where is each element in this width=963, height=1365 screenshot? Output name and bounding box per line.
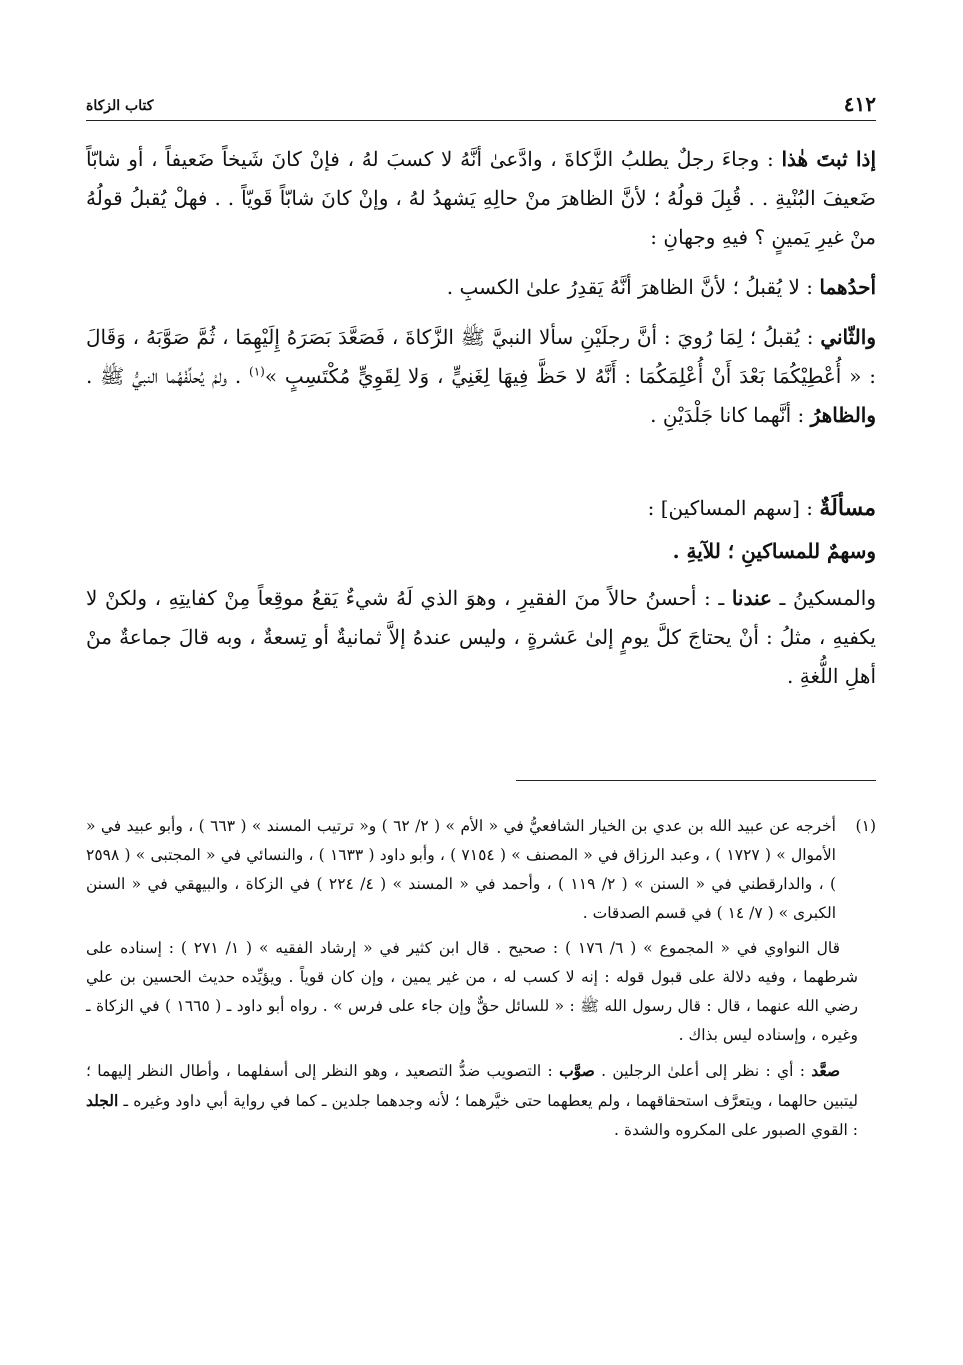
paragraph-5 [86,579,876,696]
paragraph-text: والمسكينُ ـ [771,586,876,610]
page-number: ٤١٢ [843,92,876,116]
running-title: كتاب الزكاة [86,98,154,114]
masala-heading [86,489,876,528]
lead-phrase: إذا ثبتَ هٰذا [781,147,876,171]
paragraph-1 [86,140,876,257]
lead-phrase: أحدُهما [819,275,876,299]
paragraph-text: : أنَّهما كانا جَلْدَيْنِ . [650,403,811,427]
footnote-text: أخرجه عن عبيد الله بن عدي بن الخيار الشافعيُّ في « الأم » ( ٢/ ٦٢ ) و« ترتيب المسند » ( ٦٦٣ ) ، وأبو عبيد في « الأموال » ( ١٧٢٧ ) ، وعبد الرزاق في « المصنف » ( ٧١٥٤ ) ، وأبو داود ( ١٦٣٣ ) ، والنسائي في « المجتبى » ( ٢٥٩٨ ) ، والدارقطني في « السنن » ( ٢/ ١١٩ ) ، وأحمد في « المسند » ( ٤/ ٢٢٤ ) في الزكاة ، والبيهقي في « السنن الكبرى » ( ٧/ ١٤ ) في قسم الصدقات . [86,817,836,922]
paragraph-text: ـ : أحسنُ حالاً منَ الفقيرِ ، وهوَ الذي لَهُ شيءٌ يَقعُ موقِعاً مِنْ كفايتِهِ ، ولكنْ لا يكفيهِ ، مثلُ : أنْ يحتاجَ كلَّ يومٍ إلىٰ عَشرةٍ ، وليس عندهُ إلاَّ ثمانيةٌ أو تِسعةٌ ، وبه قالَ جماعةٌ منْ أهلِ اللُّغةِ . [86,586,876,688]
footnote-1 [86,812,876,928]
book-page [86,0,876,1365]
paragraph-text: : وجاءَ رجلٌ يطلبُ الزَّكاةَ ، وادَّعىٰ أنَّهُ لا كسبَ لهُ ، فإنْ كانَ شَيخاً ضَعيفاً ، أو شابّاً ضَعيفَ البُنْيةِ . . قُبِلَ قولُهُ ؛ لأنَّ الظاهرَ منْ حالِهِ يَشهدُ لهُ ، وإنْ كانَ شابّاً قَويّاً . . فهلْ يُقبلُ قولُهُ منْ غيرِ يَمينٍ ؟ فيهِ وجهانِ : [86,147,876,249]
paragraph-3 [86,318,876,435]
lead-phrase: والظاهرُ [810,403,876,427]
masala-title: : [سهم المساكين] : [647,496,820,520]
footnote-separator [516,780,876,781]
lead-phrase: والثّاني [820,325,876,349]
footnotes [86,812,876,1145]
masala-key: مسألَةٌ [819,495,876,521]
footnote-ref: (١) [249,364,265,379]
main-text [86,140,876,696]
gloss-text: : القوي الصبور على المكروه والشدة . [614,1121,858,1139]
gloss-term: صوَّب [559,1061,595,1080]
gloss-text: : أي : نظر إلى أعلىٰ الرجلين . [594,1062,812,1080]
running-header [86,86,876,121]
footnote-paragraph-3 [86,1056,876,1145]
paragraph-text: : يُقبلُ ؛ لِمَا رُويَ : أنَّ رجلَيْنِ سألا النبيَّ ﷺ الزَّكاةَ ، فَصَعَّدَ بَصَرَهُ إِلَيْهِمَا ، ثُمَّ صَوَّبَهُ ، وَقَالَ : « أُعْطِيْكُمَا بَعْدَ أَنْ أُعْلِمَكُمَا : أَنَّهُ لا حَظَّ فِيهَا لِغَنِيٍّ ، وَلا لِقَوِيٍّ مُكْتَسِبٍ » [86,325,876,388]
footnote-number: (١) [855,817,876,835]
paragraph-2 [86,268,876,307]
gloss-term: صعَّد [811,1061,841,1080]
gloss-term: الجلد [86,1091,119,1110]
paragraph-text: : لا يُقبلُ ؛ لأنَّ الظاهرَ أنَّهُ يَقدِرُ علىٰ الكسبِ . [446,275,820,299]
gloss-text: : التصويب ضدُّ التصعيد ، وهو النظر إلى أسفلهما ، وأطال النظر إليهما ؛ ليتبين حالهما ، ويتعرَّف استحقاقهما ، ولم يعطهما حتى خيَّرهما ؛ لأنه وجدهما جلدين ـ كما في رواية أبي داود وغيره ـ [86,1062,858,1110]
paragraph-text: . ولمْ يُحلِّفْهُما النبيُّ ﷺ . [86,364,250,388]
lead-phrase: عندنا [731,586,772,610]
paragraph-4: وسهمٌ للمساكينِ ؛ للآيةِ . [672,539,876,563]
footnote-paragraph-2: قال النواوي في « المجموع » ( ٦/ ١٧٦ ) : صحيح . قال ابن كثير في « إرشاد الفقيه » ( ١/ ٢٧١ ) : إسناده على شرطهما ، وفيه دلالة على قبول قوله : إنه لا كسب له ، من غير يمين ، وإن كان قوياً . ويؤيِّده حديث الحسين بن علي رضي الله عنهما ، قال : قال رسول الله ﷺ : « للسائل حقٌّ وإن جاء على فرس » . رواه أبو داود ـ ( ١٦٦٥ ) في الزكاة ـ وغيره ، وإسناده ليس بذاك . [86,939,858,1044]
